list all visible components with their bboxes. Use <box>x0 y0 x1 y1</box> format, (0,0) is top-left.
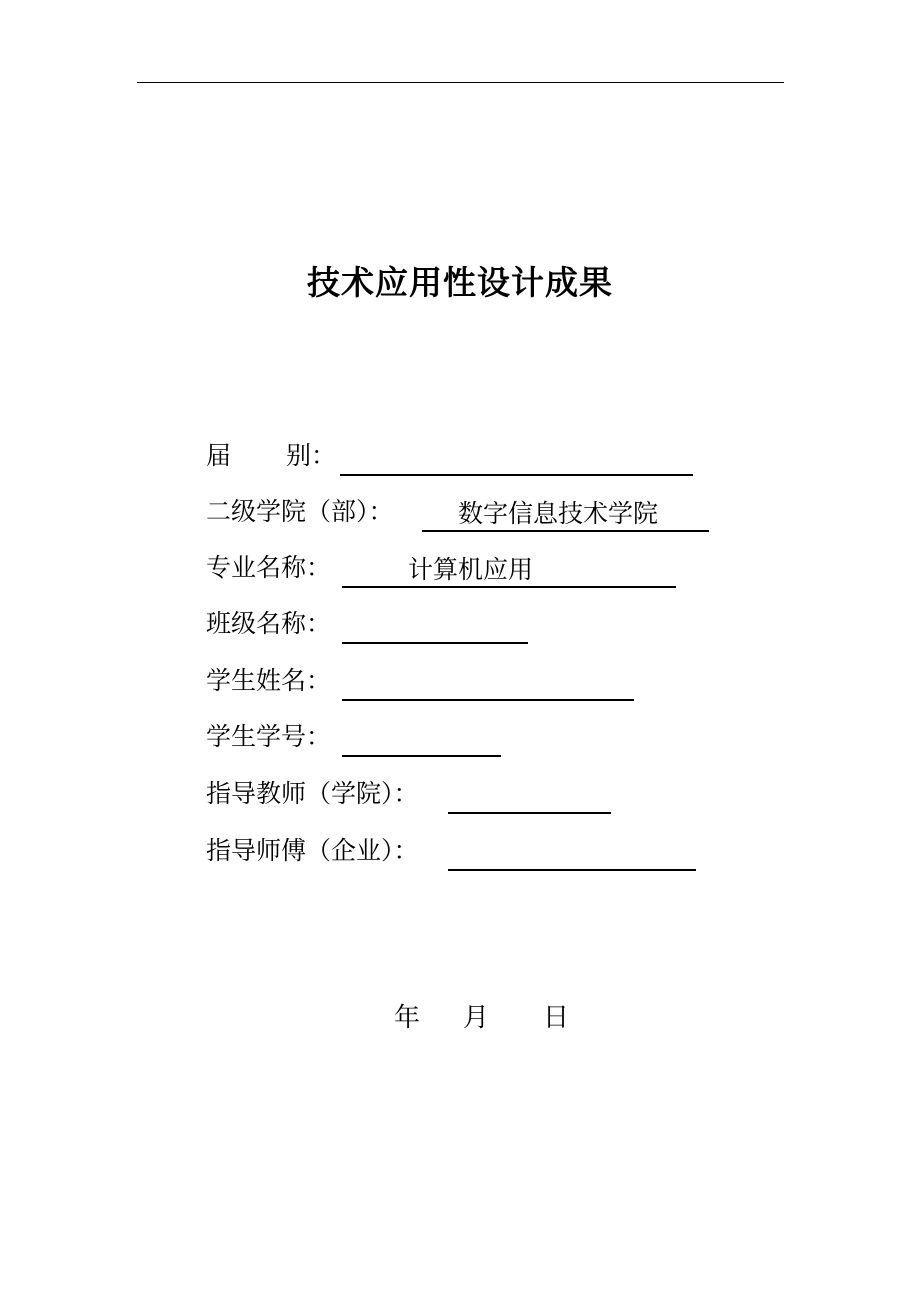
class-label: 班级名称： <box>206 609 332 638</box>
document-title: 技术应用性设计成果 <box>307 263 613 302</box>
field-class <box>206 601 528 641</box>
field-advisor-company <box>206 828 696 868</box>
student-id-label: 学生学号： <box>206 722 332 751</box>
field-student-id <box>206 714 501 754</box>
college-value: 数字信息技术学院 <box>458 499 659 528</box>
session-input[interactable] <box>340 444 693 476</box>
session-label-a: 届 <box>206 441 232 470</box>
date-month-label: 月 <box>463 1003 490 1033</box>
major-value: 计算机应用 <box>408 555 534 584</box>
major-input[interactable] <box>342 556 676 588</box>
date-year-label: 年 <box>394 1003 421 1033</box>
session-label-b: 别： <box>286 441 337 470</box>
field-advisor-college <box>206 771 611 811</box>
student-name-input[interactable] <box>342 669 634 701</box>
date-day-label: 日 <box>543 1003 570 1033</box>
student-name-label: 学生姓名： <box>206 666 332 695</box>
field-student-name <box>206 658 634 698</box>
field-college <box>206 489 709 529</box>
advisor-company-label: 指导师傅（企业）： <box>206 836 419 865</box>
advisor-college-input[interactable] <box>448 782 611 814</box>
major-label: 专业名称： <box>206 553 332 582</box>
field-major <box>206 545 676 585</box>
college-input[interactable] <box>422 500 709 532</box>
advisor-college-label: 指导教师（学院）： <box>206 779 419 808</box>
header-rule <box>137 82 784 83</box>
student-id-input[interactable] <box>342 725 501 757</box>
advisor-company-input[interactable] <box>448 839 696 871</box>
field-session <box>206 433 693 473</box>
class-input[interactable] <box>342 612 528 644</box>
college-label: 二级学院（部）： <box>206 497 394 526</box>
